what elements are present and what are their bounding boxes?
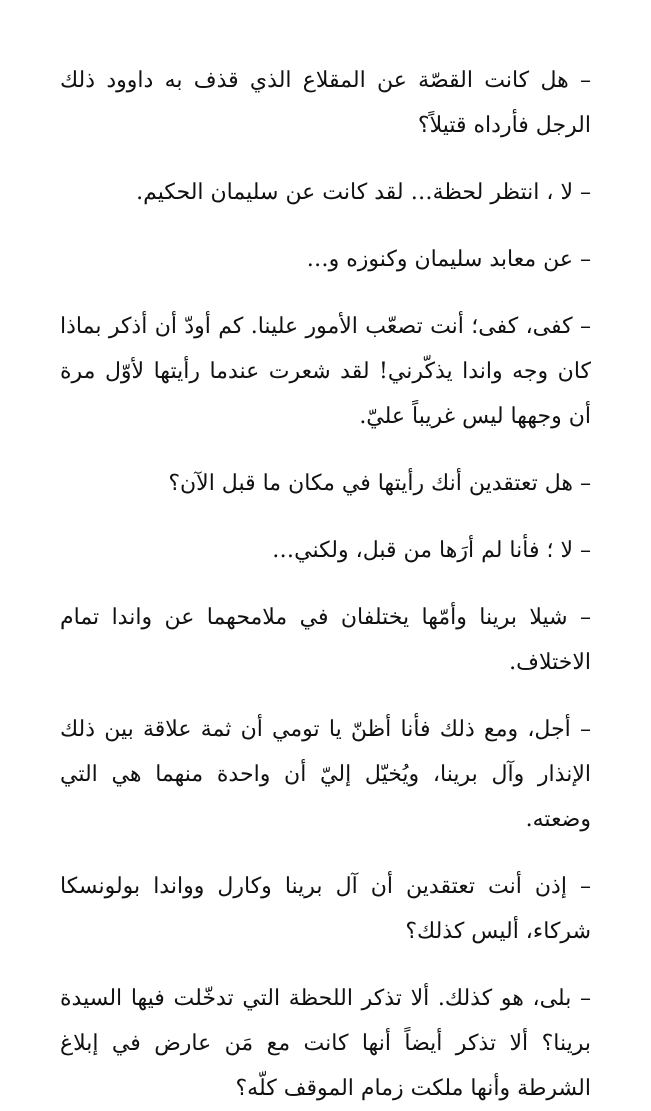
dialogue-paragraph: – إذن أنت تعتقدين أن آل برينا وكارل وواندا بولونسكا شركاء، أليس كذلك؟ <box>60 874 591 944</box>
dialogue-paragraph: – أجل، ومع ذلك فأنا أظنّ يا تومي أن ثمة علاقة بين ذلك الإنذار وآل برينا، ويُخيّل إليّ أن واحدة منهما هي التي وضعته. <box>60 717 591 832</box>
dialogue-paragraph: – بلى، هو كذلك. ألا تذكر اللحظة التي تدخّلت فيها السيدة برينا؟ ألا تذكر أيضاً أنها كانت مع مَن عارض في إبلاغ الشرطة وأنها ملكت زمام الموقف كلّه؟ <box>60 986 591 1101</box>
dialogue-paragraph: – هل تعتقدين أنك رأيتها في مكان ما قبل الآن؟ <box>168 471 591 496</box>
dialogue-paragraph: – لا ؛ فأنا لم أرَها من قبل، ولكني… <box>272 538 591 563</box>
dialogue-paragraph: – هل كانت القصّة عن المقلاع الذي قذف به داوود ذلك الرجل فأرداه قتيلاً؟ <box>60 68 591 138</box>
dialogue-paragraph: – لا ، انتظر لحظة… لقد كانت عن سليمان الحكيم. <box>136 180 591 205</box>
dialogue-paragraph: – شيلا برينا وأمّها يختلفان في ملامحهما عن واندا تمام الاختلاف. <box>60 605 591 675</box>
dialogue-paragraph: – عن معابد سليمان وكنوزه و… <box>306 247 591 272</box>
dialogue-paragraph: – كفى، كفى؛ أنت تصعّب الأمور علينا. كم أودّ أن أذكر بماذا كان وجه واندا يذكّرني! لقد شعرت عندما رأيتها لأوّل مرة أن وجهها ليس غريباً عليّ. <box>60 314 591 429</box>
